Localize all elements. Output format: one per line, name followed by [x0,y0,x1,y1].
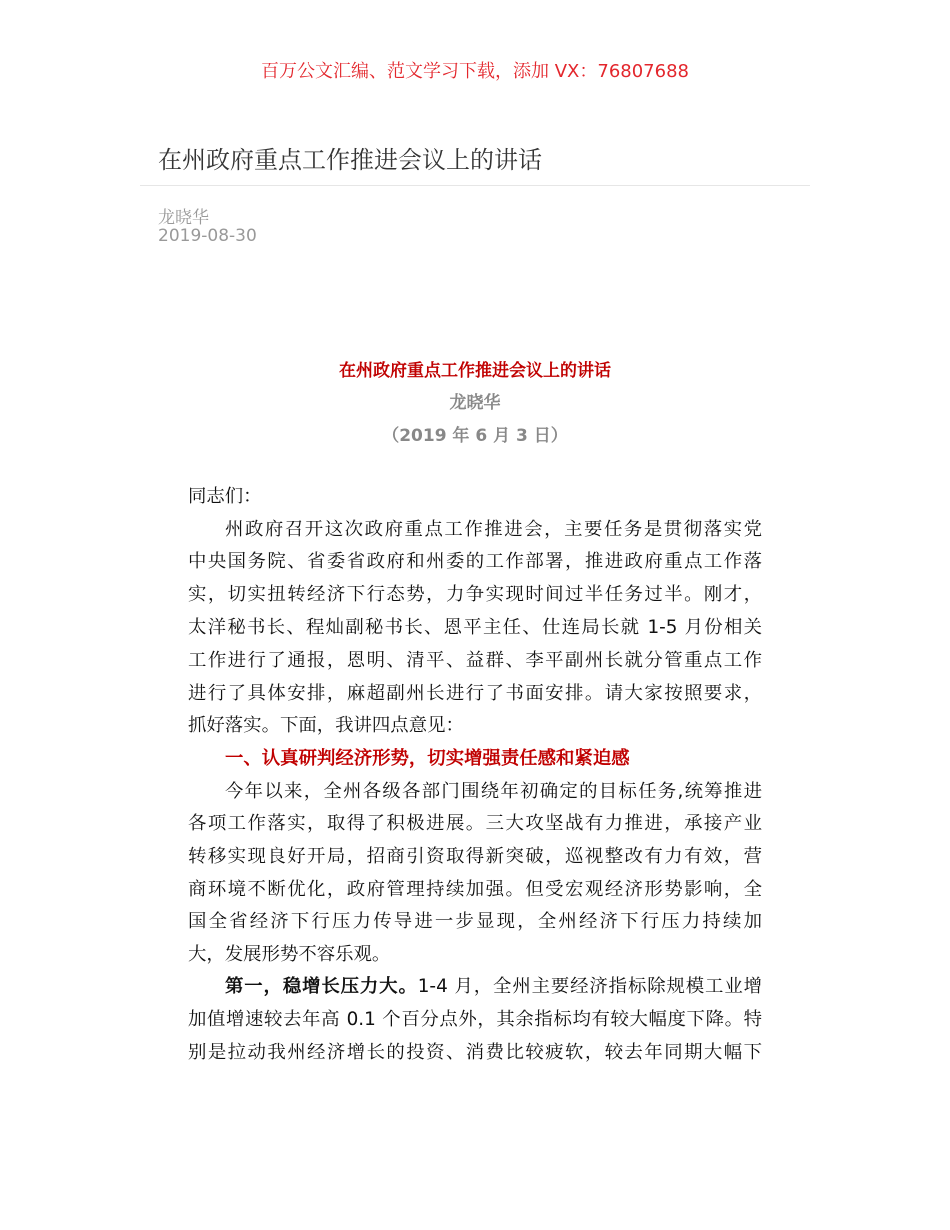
document-title: 在州政府重点工作推进会议上的讲话 [339,361,611,381]
paragraph-line: 州政府召开这次政府重点工作推进会，主要任务是贯彻落实党 [225,519,762,540]
paragraph-line: 太洋秘书长、程灿副秘书长、恩平主任、仕连局长就 1-5 月份相关 [188,617,762,638]
paragraph-line: 工作进行了通报，恩明、清平、益群、李平副州长就分管重点工作 [188,650,762,671]
paragraph-line: 抓好落实。下面，我讲四点意见： [188,715,464,736]
paragraph-line: 加值增速较去年高 0.1 个百分点外，其余指标均有较大幅度下降。特 [188,1009,762,1030]
author: 龙晓华 [158,208,209,228]
page-title: 在州政府重点工作推进会议上的讲话 [158,146,542,174]
paragraph-line: 各项工作落实，取得了积极进展。三大攻坚战有力推进，承接产业 [188,813,762,834]
paragraph-line: 大，发展形势不容乐观。 [188,944,391,965]
section-heading: 一、认真研判经济形势，切实增强责任感和紧迫感 [225,748,630,769]
paragraph-line: 进行了具体安排，麻超副州长进行了书面安排。请大家按照要求， [188,683,762,704]
publish-date: 2019-08-30 [158,226,257,246]
salutation: 同志们： [188,486,262,507]
divider [140,185,810,186]
paragraph-line: 国全省经济下行压力传导进一步显现，全州经济下行压力持续加 [188,911,762,932]
paragraph-line: 商环境不断优化，政府管理持续加强。但受宏观经济形势影响，全 [188,879,762,900]
paragraph-line: 今年以来，全州各级各部门围绕年初确定的目标任务,统筹推进 [225,781,762,802]
bold-lead: 第一，稳增长压力大。 [225,976,418,997]
promo-banner: 百万公文汇编、范文学习下载，添加 VX：76807688 [261,61,689,82]
document-author: 龙晓华 [449,393,501,413]
paragraph-line: 别是拉动我州经济增长的投资、消费比较疲软，较去年同期大幅下 [188,1042,762,1063]
paragraph-line [188,974,762,1000]
paragraph-line: 实，切实扭转经济下行态势，力争实现时间过半任务过半。刚才， [188,584,762,605]
paragraph-text: 1-4 月，全州主要经济指标除规模工业增 [417,976,762,997]
paragraph-line: 中央国务院、省委省政府和州委的工作部署，推进政府重点工作落 [188,551,762,572]
document-date: （2019 年 6 月 3 日） [382,426,568,446]
paragraph-line: 转移实现良好开局，招商引资取得新突破，巡视整改有力有效，营 [188,846,762,867]
